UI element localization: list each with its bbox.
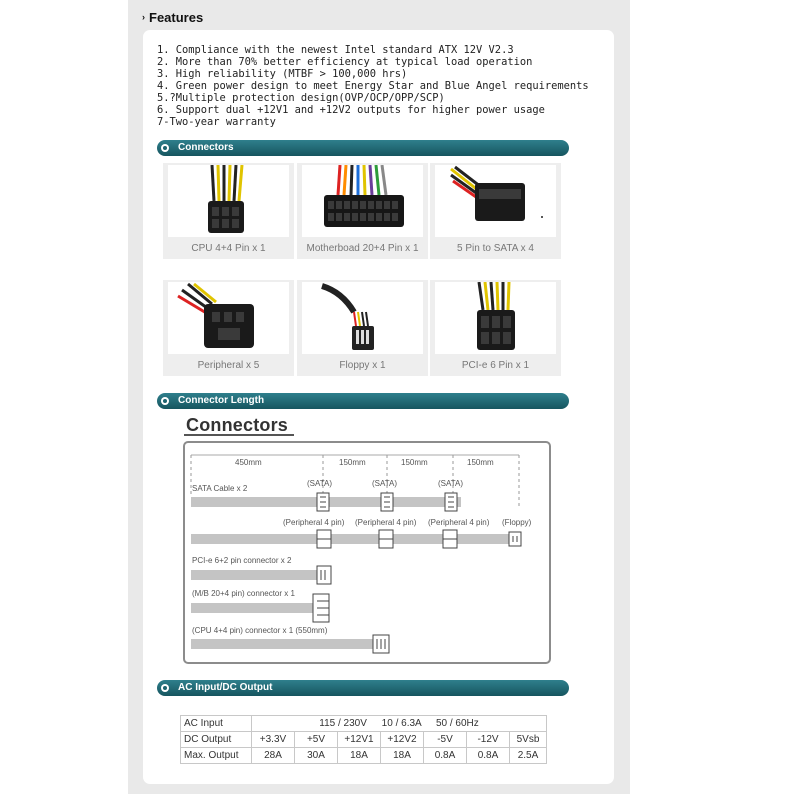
features-title: Features [149,10,204,25]
connector-caption: PCI-e 6 Pin x 1 [461,360,530,371]
plug-label: (SATA) [438,479,464,488]
connector-caption: Floppy x 1 [339,360,386,371]
bullet-icon [161,684,169,692]
bullet-icon [161,397,169,405]
connector-tile-peripheral [163,280,294,376]
bullet-icon [161,144,169,152]
list-item: 6. Support dual +12V1 and +12V2 outputs for higher power usage [157,104,545,116]
table-cell: 2.5A [510,748,547,764]
table-cell: 18A [381,748,424,764]
segment-length: 450mm [235,458,262,467]
features-list [157,44,607,128]
sata-cable-label: SATA Cable x 2 [192,484,248,493]
connector-tile-pcie [430,280,561,376]
segment-length: 150mm [467,458,494,467]
sata-connector-photo [435,165,556,237]
diagram-title: Connectors [186,415,289,435]
ac-input-values [252,716,547,732]
list-item: 4. Green power design to meet Energy Star and Blue Angel requirements [157,80,589,92]
connector-tile-motherboard [297,163,428,259]
table-cell: 18A [338,748,381,764]
table-cell: -5V [424,732,467,748]
table-row [181,732,547,748]
section-bar-connectors [157,140,569,156]
section-bar-ac-input [157,680,569,696]
pcie-connector-photo [435,282,556,354]
connector-caption: CPU 4+4 Pin x 1 [191,243,266,254]
row-header: Max. Output [181,748,252,764]
table-cell: 5Vsb [510,732,547,748]
list-item: 2. More than 70% better efficiency at typical load operation [157,56,533,68]
row-header: AC Input [181,716,252,732]
connector-tile-sata [430,163,561,259]
page-title [142,10,203,30]
segment-length: 150mm [401,458,428,467]
connector-caption: 5 Pin to SATA x 4 [457,243,534,254]
section-heading: Connector Length [178,395,265,406]
plug-label: (SATA) [372,479,398,488]
list-item: 1. Compliance with the newest Intel standard ATX 12V V2.3 [157,44,514,56]
table-cell: 30A [295,748,338,764]
connector-caption: Peripheral x 5 [197,360,260,371]
table-row [181,748,547,764]
peripheral-connector-photo [168,282,289,354]
plug-label: (SATA) [307,479,333,488]
ac-frequency: 50 / 60Hz [435,718,479,729]
plug-label: (Peripheral 4 pin) [283,518,345,527]
plug-label: (Peripheral 4 pin) [428,518,490,527]
table-cell: 0.8A [467,748,510,764]
cpu-connector-photo [168,165,289,237]
connector-tile-floppy [297,280,428,376]
plug-label: (Peripheral 4 pin) [355,518,417,527]
row-header: DC Output [181,732,252,748]
mb-cable-label: (M/B 20+4 pin) connector x 1 [192,589,295,598]
ac-voltage: 115 / 230V [319,718,367,729]
chevron-right-icon: › [142,12,145,22]
table-cell: +12V1 [338,732,381,748]
list-item: 5.?Multiple protection design(OVP/OCP/OPP/SCP) [157,92,445,104]
power-spec-table [180,715,547,764]
table-cell: -12V [467,732,510,748]
table-cell: 28A [252,748,295,764]
plug-label: (Floppy) [502,518,532,527]
table-cell: +5V [295,732,338,748]
motherboard-connector-photo [302,165,423,237]
list-item: 7-Two-year warranty [157,116,276,128]
connector-caption: Motherboad 20+4 Pin x 1 [306,243,419,254]
table-cell: +3.3V [252,732,295,748]
pcie-cable-label: PCI-e 6+2 pin connector x 2 [192,556,292,565]
ac-current: 10 / 6.3A [381,718,422,729]
table-cell: 0.8A [424,748,467,764]
floppy-connector-photo [302,282,423,354]
list-item: 3. High reliability (MTBF > 100,000 hrs) [157,68,408,80]
segment-length: 150mm [339,458,366,467]
title-underline [184,432,296,438]
section-heading: AC Input/DC Output [178,682,273,693]
cpu-cable-label: (CPU 4+4 pin) connector x 1 (550mm) [192,626,328,635]
section-bar-connector-length [157,393,569,409]
table-cell: +12V2 [381,732,424,748]
table-row [181,716,547,732]
section-heading: Connectors [178,142,234,153]
connector-tile-cpu [163,163,294,259]
